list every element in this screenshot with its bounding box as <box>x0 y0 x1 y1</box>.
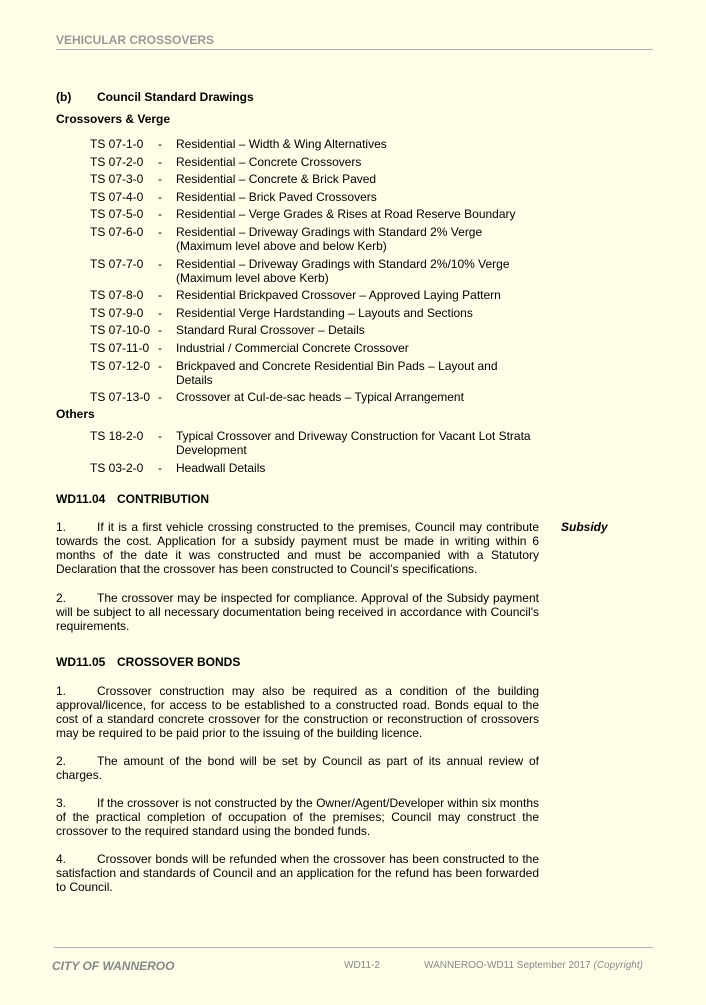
drawing-description-line: Residential Brickpaved Crossover – Approved Laying Pattern <box>176 288 501 303</box>
drawing-dash: - <box>158 224 162 239</box>
others-heading: Others <box>56 407 95 421</box>
bonds-paragraph <box>56 684 539 740</box>
paragraph-number: 1. <box>56 684 67 698</box>
drawing-code: TS 07-8-0 <box>90 288 144 303</box>
drawing-description <box>176 207 550 221</box>
drawing-list-item <box>90 323 550 337</box>
drawing-description-line: Residential – Width & Wing Alternatives <box>176 137 387 151</box>
drawing-description-line: Residential – Driveway Gradings with Standard 2%/10% Verge <box>176 256 510 271</box>
drawing-list-item <box>90 390 550 404</box>
drawing-description <box>176 341 550 355</box>
bonds-paragraph <box>56 852 539 894</box>
bonds-heading <box>56 655 240 669</box>
contribution-paragraph <box>56 591 539 633</box>
paragraph-text: If it is a first vehicle crossing constructed to the premises, Council may contribute towards the cost. Application for a subsidy payment must be made in writing within 6 months of the date it was constructed and must be accompanied with a Statutory Declaration that the crossover has been constructed to Council’s specifications. <box>56 520 539 576</box>
drawing-list-item <box>90 288 550 302</box>
drawing-code: TS 07-6-0 <box>90 224 144 239</box>
drawing-description <box>176 323 550 337</box>
drawing-description-line: Standard Rural Crossover – Details <box>176 323 365 338</box>
drawing-description <box>176 172 550 186</box>
section-b-number: (b) <box>56 90 72 104</box>
bonds-number: WD11.05 <box>56 655 106 669</box>
drawing-dash: - <box>158 390 162 405</box>
contribution-paragraph <box>56 520 539 576</box>
drawing-description-line: Brickpaved and Concrete Residential Bin Pads – Layout and <box>176 358 498 373</box>
paragraph-text: The amount of the bond will be set by Council as part of its annual review of charges. <box>56 754 539 782</box>
drawing-list-item <box>90 359 550 387</box>
drawing-code: TS 07-11-0 <box>90 340 150 355</box>
paragraph-number: 2. <box>56 591 67 605</box>
crossover-drawing-list <box>90 137 550 408</box>
drawing-list-item <box>90 207 550 221</box>
drawing-list-item <box>90 257 550 285</box>
paragraph-number: 4. <box>56 852 67 866</box>
bonds-paragraph <box>56 754 539 782</box>
drawing-description <box>176 359 550 387</box>
drawing-dash: - <box>158 256 162 271</box>
drawing-description-line: Residential – Driveway Gradings with Standard 2% Verge <box>176 224 483 239</box>
drawing-dash: - <box>158 460 162 475</box>
drawing-dash: - <box>158 288 162 303</box>
drawing-description <box>176 288 550 302</box>
drawing-description-line: Residential – Concrete & Brick Paved <box>176 172 377 187</box>
drawing-code: TS 07-9-0 <box>90 305 144 320</box>
drawing-code: TS 07-7-0 <box>90 256 144 271</box>
footer-page-number: WD11-2 <box>344 960 380 971</box>
drawing-list-item <box>90 172 550 186</box>
drawing-description <box>176 306 550 320</box>
drawing-description <box>176 390 550 404</box>
drawing-list-item <box>90 225 550 253</box>
drawing-dash: - <box>158 172 162 187</box>
drawing-description-line: Crossover at Cul-de-sac heads – Typical Arrangement <box>176 390 464 405</box>
paragraph-number: 2. <box>56 754 67 768</box>
drawing-code: TS 07-2-0 <box>90 154 144 169</box>
drawing-dash: - <box>158 154 162 169</box>
drawing-description-line: Residential – Verge Grades & Rises at Road Reserve Boundary <box>176 207 516 222</box>
section-b-title: Council Standard Drawings <box>97 90 254 104</box>
drawing-dash: - <box>158 340 162 355</box>
drawing-description-line: Typical Crossover and Driveway Construction for Vacant Lot Strata <box>176 429 531 443</box>
contribution-heading <box>56 492 209 506</box>
drawing-description <box>176 137 550 151</box>
others-drawing-list <box>90 429 550 478</box>
drawing-dash: - <box>158 137 162 151</box>
drawing-code: TS 07-12-0 <box>90 358 151 373</box>
paragraph-text: Crossover bonds will be refunded when the crossover has been constructed to the satisfaction and standards of Council and an application for the refund has been forwarded to Council. <box>56 852 539 894</box>
drawing-dash: - <box>158 429 162 443</box>
drawing-description <box>176 155 550 169</box>
subsidy-margin-note: Subsidy <box>561 520 608 534</box>
footer-copyright: (Copyright) <box>593 960 643 971</box>
drawing-code: TS 07-10-0 <box>90 323 151 338</box>
drawing-code: TS 07-5-0 <box>90 207 144 222</box>
paragraph-text: Crossover construction may also be required as a condition of the building approval/licence, for access to be established to a constructed road. Bonds equal to the cost of a standard concrete crossover for the construction or reconstruction of crossovers may be required to be paid prior to the issuing of the building licence. <box>56 684 539 740</box>
drawing-dash: - <box>158 305 162 320</box>
paragraph-text: The crossover may be inspected for compliance. Approval of the Subsidy payment will be subject to all necessary documentation being received in accordance with Council's requirements. <box>56 591 539 633</box>
drawing-description-line: Residential Verge Hardstanding – Layouts and Sections <box>176 305 473 320</box>
footer-document-id <box>424 960 643 971</box>
drawing-code: TS 07-13-0 <box>90 390 151 405</box>
drawing-list-item <box>90 190 550 204</box>
drawing-list-item <box>90 461 550 475</box>
paragraph-number: 3. <box>56 796 67 810</box>
drawing-description-line: Industrial / Commercial Concrete Crossover <box>176 340 409 355</box>
drawing-description-line: Details <box>176 372 213 387</box>
contribution-title: CONTRIBUTION <box>117 492 209 506</box>
footer-organisation: CITY OF WANNEROO <box>52 959 175 973</box>
drawing-description-line: (Maximum level above Kerb) <box>176 270 329 285</box>
drawing-list-item <box>90 341 550 355</box>
drawing-description-line: Residential – Concrete Crossovers <box>176 154 362 169</box>
drawing-code: TS 18-2-0 <box>90 429 144 443</box>
drawing-dash: - <box>158 189 162 204</box>
contribution-number: WD11.04 <box>56 492 106 506</box>
drawing-code: TS 07-4-0 <box>90 189 144 204</box>
drawing-dash: - <box>158 207 162 222</box>
drawing-description-line: Residential – Brick Paved Crossovers <box>176 189 377 204</box>
drawing-list-item <box>90 306 550 320</box>
drawing-list-item <box>90 155 550 169</box>
drawing-code: TS 07-1-0 <box>90 137 144 151</box>
drawing-description-line: Headwall Details <box>176 460 266 475</box>
drawing-list-item <box>90 137 550 151</box>
drawing-code: TS 07-3-0 <box>90 172 144 187</box>
drawing-description <box>176 429 550 457</box>
drawing-description <box>176 225 550 253</box>
crossovers-heading: Crossovers & Verge <box>56 112 171 126</box>
drawing-description-line: (Maximum level above and below Kerb) <box>176 238 387 253</box>
drawing-list-item <box>90 429 550 457</box>
drawing-description-line: Development <box>176 443 247 457</box>
bonds-paragraph <box>56 796 539 838</box>
drawing-dash: - <box>158 323 162 338</box>
drawing-description <box>176 461 550 475</box>
drawing-dash: - <box>158 358 162 373</box>
paragraph-number: 1. <box>56 520 67 534</box>
footer-rule <box>54 947 653 948</box>
drawing-description <box>176 257 550 285</box>
paragraph-text: If the crossover is not constructed by the Owner/Agent/Developer within six months of the practical completion of occupation of the premises; Council may construct the crossover to the required standard using the bonded funds. <box>56 796 539 838</box>
section-b-heading <box>56 90 254 104</box>
running-head: VEHICULAR CROSSOVERS <box>56 33 653 50</box>
drawing-code: TS 03-2-0 <box>90 460 144 475</box>
drawing-description <box>176 190 550 204</box>
footer-doc-text: WANNEROO-WD11 September 2017 <box>424 960 594 971</box>
bonds-title: CROSSOVER BONDS <box>117 655 241 669</box>
